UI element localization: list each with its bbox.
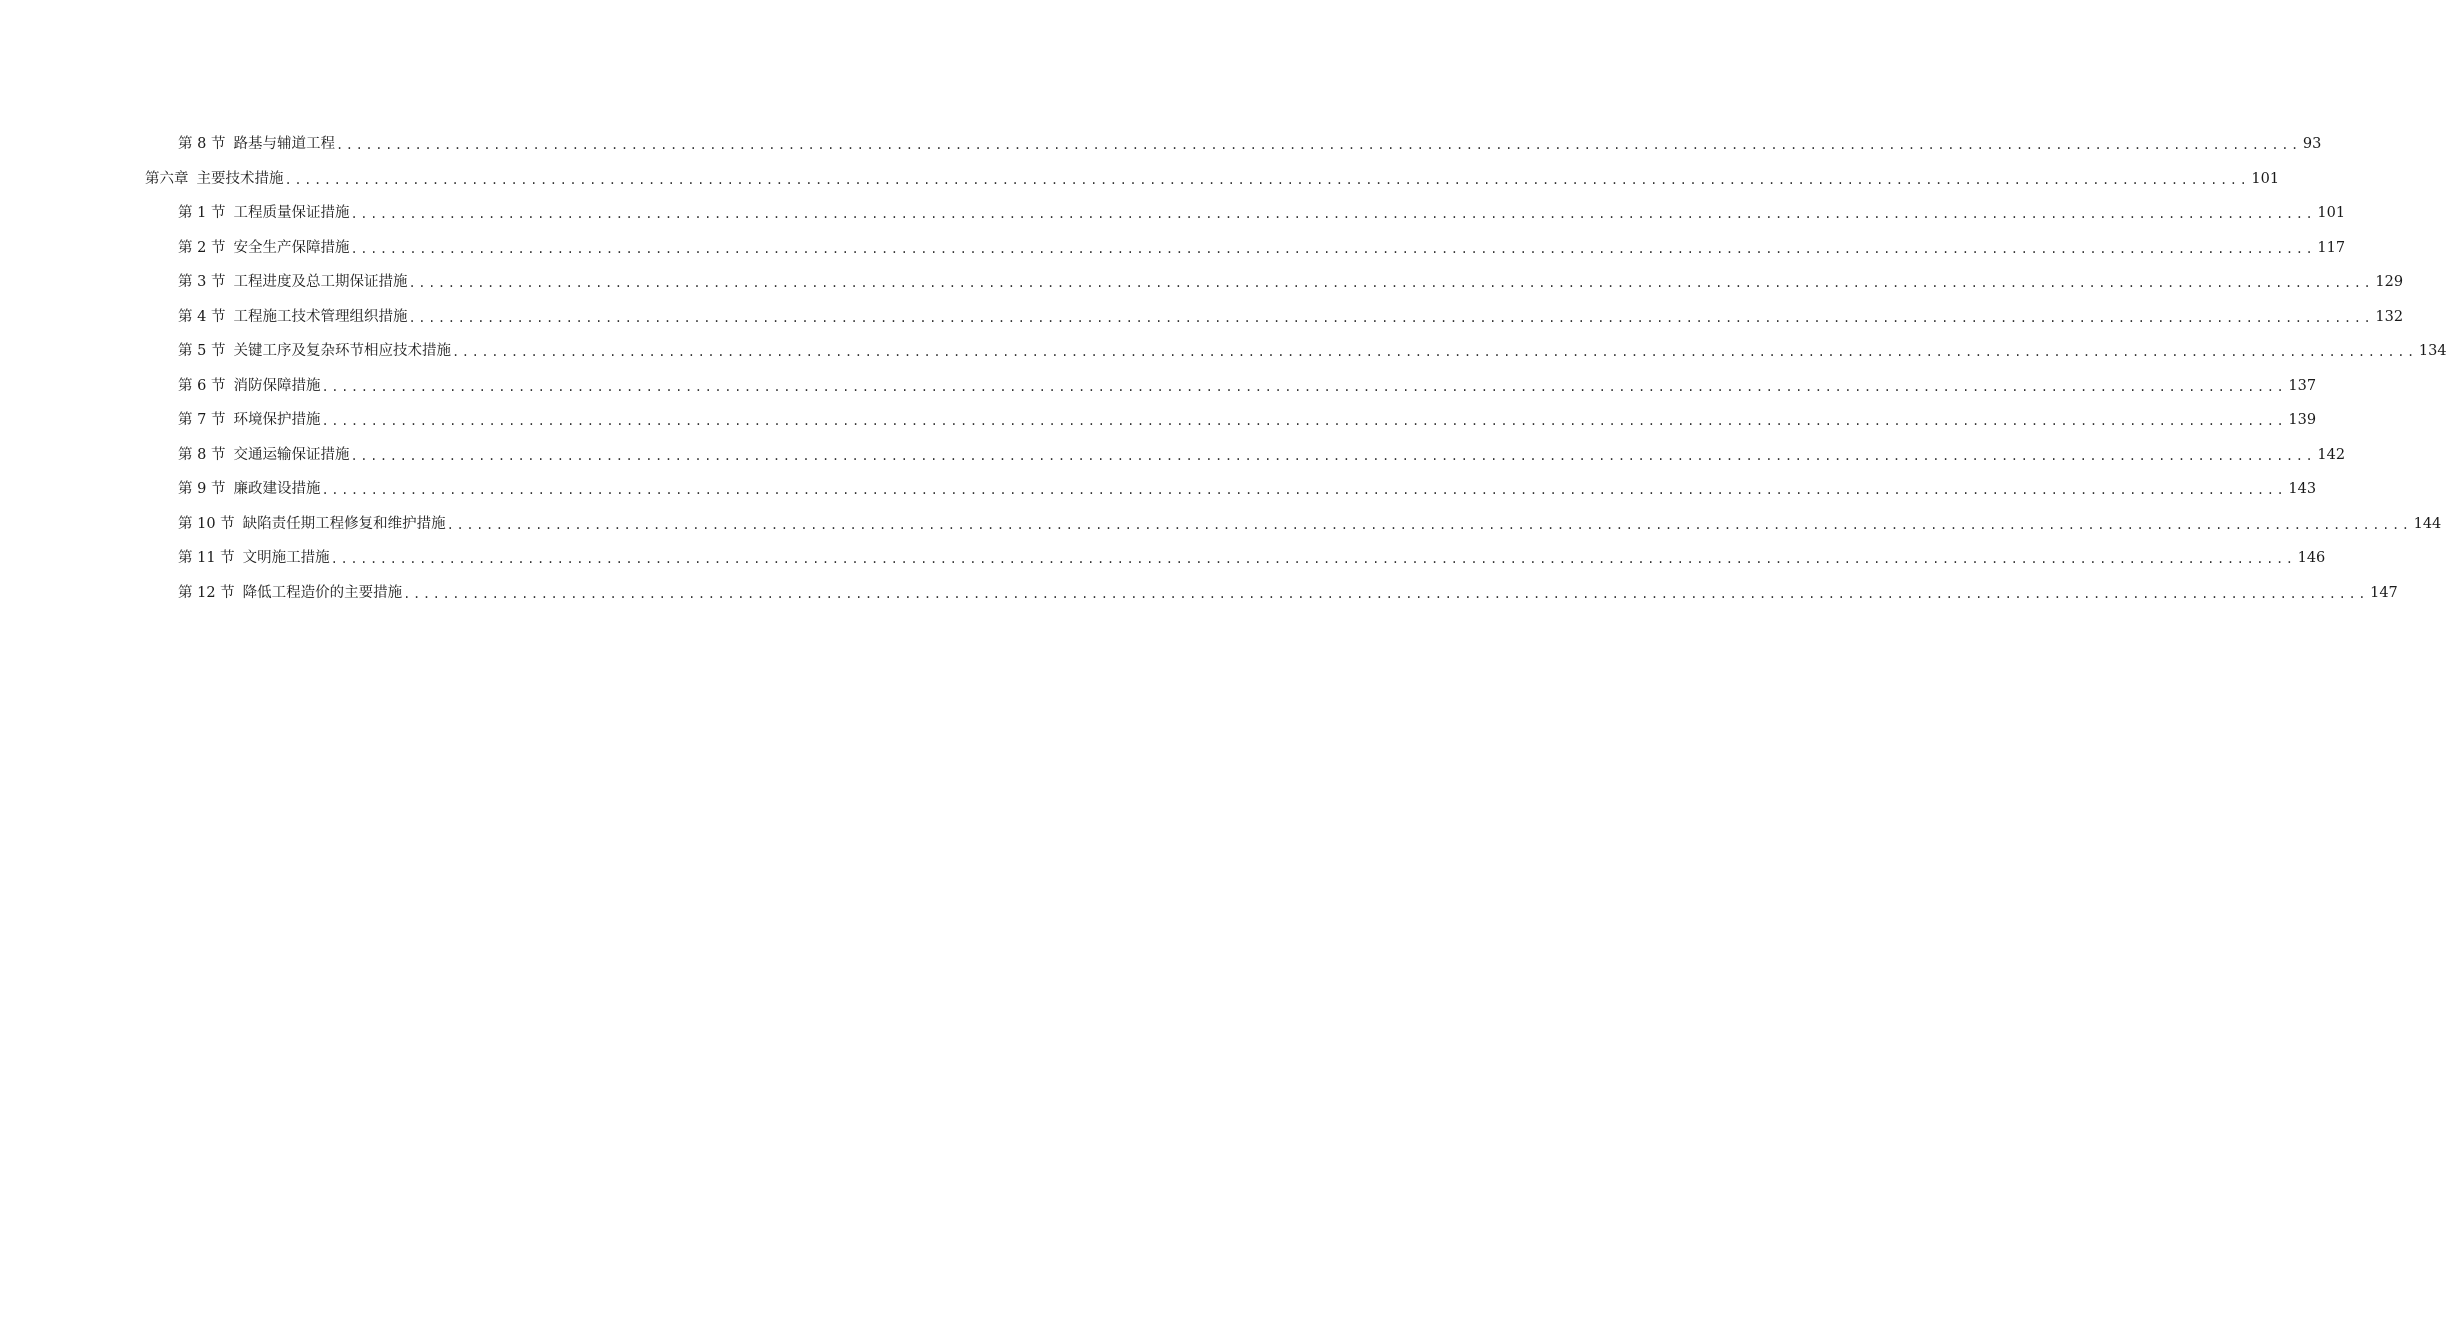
toc-dot-leader: ........................................................................................................................................................................................................ xyxy=(408,310,2374,325)
toc-entry-number: 第 10 节 xyxy=(178,515,235,532)
toc-section-entry[interactable] xyxy=(0,507,2442,542)
toc-entry-number: 第 8 节 xyxy=(178,136,226,153)
toc-dot-leader: ........................................................................................................................................................................................................ xyxy=(330,552,2296,567)
toc-entry-title: 降低工程造价的主要措施 xyxy=(242,584,403,601)
toc-entry-number: 第六章 xyxy=(145,170,189,187)
toc-entry-page-number: 117 xyxy=(2317,239,2346,256)
toc-dot-leader: ........................................................................................................................................................................................................ xyxy=(321,414,2287,429)
toc-section-entry[interactable] xyxy=(0,300,2404,335)
toc-dot-leader: ........................................................................................................................................................................................................ xyxy=(284,172,2250,187)
toc-entry-page-number: 139 xyxy=(2288,412,2317,429)
toc-section-entry[interactable] xyxy=(0,438,2346,473)
toc-entry-page-number: 134 xyxy=(2418,343,2447,360)
toc-entry-page-number: 142 xyxy=(2317,446,2346,463)
toc-dot-leader: ........................................................................................................................................................................................................ xyxy=(335,138,2301,153)
toc-entry-title: 廉政建设措施 xyxy=(233,481,321,498)
toc-entry-number: 第 12 节 xyxy=(178,584,235,601)
toc-entry-page-number: 101 xyxy=(2251,170,2280,187)
toc-entry-number: 第 5 节 xyxy=(178,343,226,360)
toc-section-entry[interactable] xyxy=(0,127,2322,162)
toc-dot-leader: ........................................................................................................................................................................................................ xyxy=(350,448,2316,463)
toc-entry-number: 第 3 节 xyxy=(178,274,226,291)
toc-entry-page-number: 93 xyxy=(2302,136,2322,153)
toc-entry-page-number: 146 xyxy=(2297,550,2326,567)
toc-dot-leader: ........................................................................................................................................................................................................ xyxy=(403,586,2369,601)
toc-section-entry[interactable] xyxy=(0,472,2317,507)
toc-entry-number: 第 2 节 xyxy=(178,239,226,256)
toc-entry-title: 工程进度及总工期保证措施 xyxy=(233,274,408,291)
toc-entry-page-number: 143 xyxy=(2288,481,2317,498)
toc-entry-title: 环境保护措施 xyxy=(233,412,321,429)
toc-entry-title: 主要技术措施 xyxy=(196,170,284,187)
table-of-contents xyxy=(0,127,2447,610)
toc-entry-page-number: 132 xyxy=(2375,308,2404,325)
toc-entry-page-number: 137 xyxy=(2288,377,2317,394)
toc-dot-leader: ........................................................................................................................................................................................................ xyxy=(408,276,2374,291)
toc-dot-leader: ........................................................................................................................................................................................................ xyxy=(451,345,2417,360)
toc-entry-number: 第 6 节 xyxy=(178,377,226,394)
toc-entry-number: 第 8 节 xyxy=(178,446,226,463)
toc-entry-page-number: 144 xyxy=(2413,515,2442,532)
toc-dot-leader: ........................................................................................................................................................................................................ xyxy=(350,207,2316,222)
toc-section-entry[interactable] xyxy=(0,403,2317,438)
toc-entry-title: 工程施工技术管理组织措施 xyxy=(233,308,408,325)
toc-entry-title: 交通运输保证措施 xyxy=(233,446,350,463)
toc-section-entry[interactable] xyxy=(0,231,2346,266)
toc-entry-title: 关键工序及复杂环节相应技术措施 xyxy=(233,343,451,360)
toc-dot-leader: ........................................................................................................................................................................................................ xyxy=(321,483,2287,498)
toc-chapter-entry[interactable] xyxy=(0,162,2280,197)
toc-entry-page-number: 129 xyxy=(2375,274,2404,291)
toc-dot-leader: ........................................................................................................................................................................................................ xyxy=(446,517,2412,532)
toc-entry-number: 第 11 节 xyxy=(178,550,235,567)
toc-section-entry[interactable] xyxy=(0,334,2447,369)
toc-entry-title: 工程质量保证措施 xyxy=(233,205,350,222)
toc-dot-leader: ........................................................................................................................................................................................................ xyxy=(350,241,2316,256)
toc-entry-title: 消防保障措施 xyxy=(233,377,321,394)
toc-entry-title: 缺陷责任期工程修复和维护措施 xyxy=(242,515,446,532)
toc-section-entry[interactable] xyxy=(0,576,2398,611)
toc-section-entry[interactable] xyxy=(0,369,2317,404)
toc-entry-number: 第 1 节 xyxy=(178,205,226,222)
toc-entry-page-number: 101 xyxy=(2317,205,2346,222)
toc-entry-title: 安全生产保障措施 xyxy=(233,239,350,256)
toc-entry-number: 第 9 节 xyxy=(178,481,226,498)
toc-entry-number: 第 4 节 xyxy=(178,308,226,325)
toc-section-entry[interactable] xyxy=(0,196,2346,231)
toc-dot-leader: ........................................................................................................................................................................................................ xyxy=(321,379,2287,394)
toc-section-entry[interactable] xyxy=(0,265,2404,300)
toc-entry-number: 第 7 节 xyxy=(178,412,226,429)
toc-entry-title: 路基与辅道工程 xyxy=(233,136,335,153)
toc-entry-page-number: 147 xyxy=(2370,584,2398,601)
toc-section-entry[interactable] xyxy=(0,541,2326,576)
toc-entry-title: 文明施工措施 xyxy=(242,550,330,567)
